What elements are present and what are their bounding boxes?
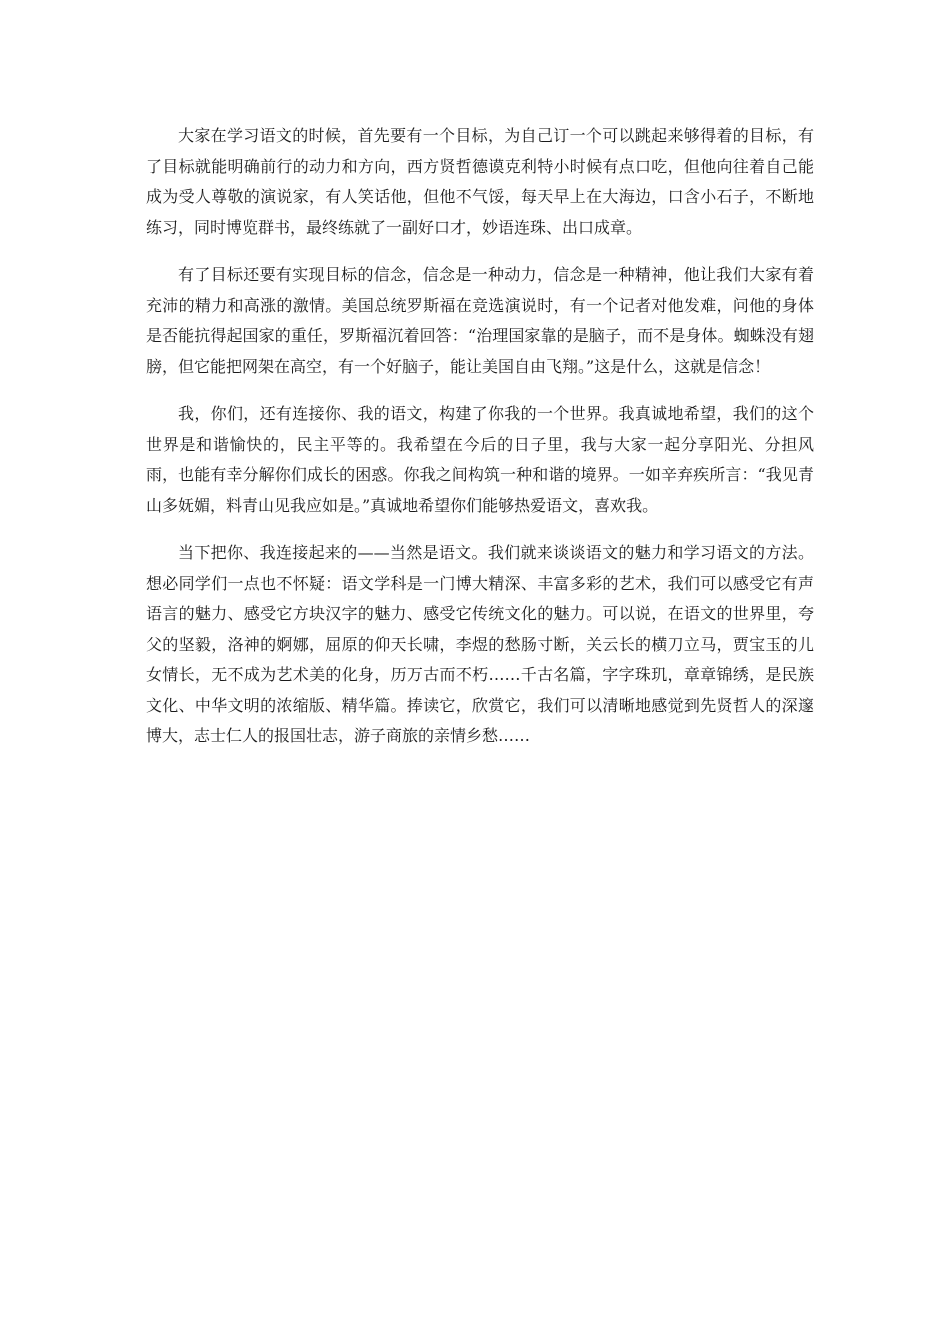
document-body xyxy=(146,121,814,769)
paragraph-world: 我，你们，还有连接你、我的语文，构建了你我的一个世界。我真诚地希望，我们的这个世界是和谐愉快的，民主平等的。我希望在今后的日子里，我与大家一起分享阳光、分担风雨，也能有幸分解你们成长的困惑。你我之间构筑一种和谐的境界。一如辛弃疾所言：“我见青山多妩媚，料青山见我应如是。”真诚地希望你们能够热爱语文，喜欢我。 xyxy=(146,404,814,515)
paragraph-charm: 当下把你、我连接起来的——当然是语文。我们就来谈谈语文的魅力和学习语文的方法。想必同学们一点也不怀疑：语文学科是一门博大精深、丰富多彩的艺术，我们可以感受它有声语言的魅力、感受它方块汉字的魅力、感受它传统文化的魅力。可以说，在语文的世界里，夸父的坚毅，洛神的婀娜，屈原的仰天长啸，李煜的愁肠寸断，关云长的横刀立马，贾宝玉的儿女情长，无不成为艺术美的化身，历万古而不朽……千古名篇，字字珠玑，章章锦绣，是民族文化、中华文明的浓缩版、精华篇。捧读它，欣赏它，我们可以清晰地感觉到先贤哲人的深邃博大，志士仁人的报国壮志，游子商旅的亲情乡愁…… xyxy=(146,543,814,745)
paragraph-belief: 有了目标还要有实现目标的信念，信念是一种动力，信念是一种精神，他让我们大家有着充沛的精力和高涨的激情。美国总统罗斯福在竞选演说时，有一个记者对他发难，问他的身体是否能抗得起国家的重任，罗斯福沉着回答：“治理国家靠的是脑子，而不是身体。蜘蛛没有翅膀，但它能把网架在高空，有一个好脑子，能让美国自由飞翔。”这是什么，这就是信念！ xyxy=(146,265,814,376)
paragraph-goal: 大家在学习语文的时候，首先要有一个目标，为自己订一个可以跳起来够得着的目标，有了目标就能明确前行的动力和方向，西方贤哲德谟克利特小时候有点口吃，但他向往着自己能成为受人尊敬的演说家，有人笑话他，但他不气馁，每天早上在大海边，口含小石子，不断地练习，同时博览群书，最终练就了一副好口才，妙语连珠、出口成章。 xyxy=(146,126,814,237)
